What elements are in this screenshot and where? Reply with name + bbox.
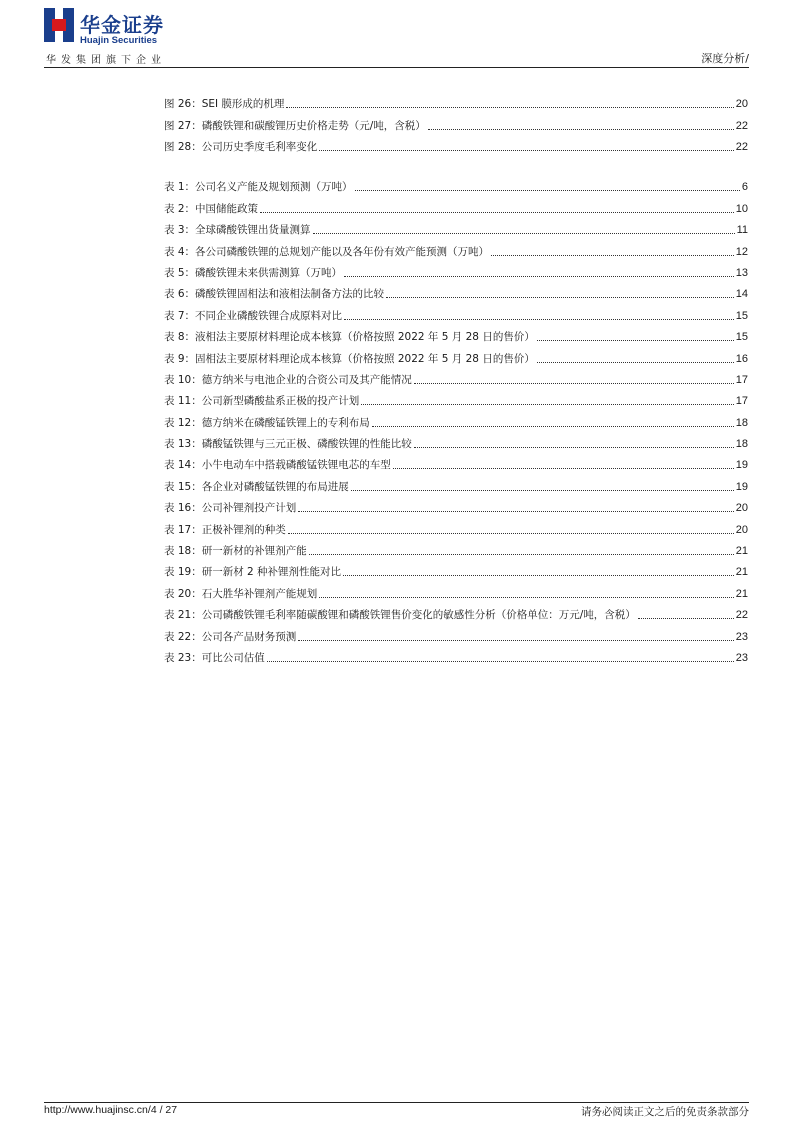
toc-entry-title: 公司历史季度毛利率变化 [201, 141, 318, 154]
toc-entry-label: 表 10： [164, 373, 202, 386]
toc-entry-label: 表 6： [164, 288, 196, 301]
toc-leader-dots [309, 554, 734, 555]
toc-entry-page: 20 [735, 523, 748, 536]
toc-leader-dots [393, 468, 734, 469]
toc-entry-page: 10 [735, 202, 748, 215]
toc-entry-page: 22 [735, 141, 748, 154]
footer-url[interactable]: http://www.huajinsc.cn/ [44, 1104, 151, 1116]
toc-entry-page: 13 [735, 266, 748, 279]
toc-entry-label: 表 7： [164, 309, 196, 322]
figure-toc-entry[interactable] [164, 111, 748, 132]
toc-leader-dots [537, 362, 734, 363]
figure-toc-entry[interactable] [164, 133, 748, 154]
toc-entry-title: 德方纳米在磷酸锰铁锂上的专利布局 [201, 416, 370, 429]
toc-leader-dots [313, 233, 735, 234]
table-toc-entry[interactable] [164, 323, 748, 344]
toc-leader-dots [372, 426, 734, 427]
toc-leader-dots [298, 640, 734, 641]
toc-entry-title: 各公司磷酸铁锂的总规划产能以及各年份有效产能预测（万吨） [195, 245, 490, 258]
toc-entry-title: 公司新型磷酸盐系正极的投产计划 [201, 395, 360, 408]
page-number: 4 [150, 1104, 157, 1116]
toc-entry-title: 磷酸铁锂固相法和液相法制备方法的比较 [195, 288, 385, 301]
toc-entry-label: 表 17： [164, 523, 202, 536]
toc-entry-title: 正极补锂剂的种类 [201, 523, 286, 536]
toc-entry-page: 17 [735, 373, 748, 386]
toc-entry-page: 12 [735, 245, 748, 258]
toc-entry-page: 14 [735, 288, 748, 301]
brand-tagline: 华发集团旗下企业 [46, 55, 166, 66]
table-toc-entry[interactable] [164, 558, 748, 579]
toc-leader-dots [286, 107, 733, 108]
toc-entry-label: 表 8： [164, 331, 196, 344]
toc-leader-dots [319, 597, 734, 598]
table-toc-entry[interactable] [164, 216, 748, 237]
toc-entry-label: 表 11： [164, 395, 202, 408]
toc-entry-title: SEI 膜形成的机理 [201, 98, 285, 111]
toc-leader-dots [260, 212, 734, 213]
toc-entry-label: 表 23： [164, 651, 202, 664]
toc-entry-label: 图 27： [164, 119, 202, 132]
toc-entry-label: 表 3： [164, 224, 196, 237]
table-toc-entry[interactable] [164, 259, 748, 280]
toc-leader-dots [428, 129, 734, 130]
toc-entry-page: 23 [735, 630, 748, 643]
header-divider [44, 67, 749, 68]
huajin-logo-icon [44, 8, 74, 42]
table-toc-entry[interactable] [164, 173, 748, 194]
toc-entry-label: 表 5： [164, 266, 196, 279]
toc-entry-title: 研一新材 2 种补锂剂性能对比 [201, 566, 342, 579]
table-toc-entry[interactable] [164, 194, 748, 215]
toc-entry-page: 22 [735, 609, 748, 622]
brand-logo [44, 8, 184, 48]
toc-leader-dots [344, 319, 734, 320]
toc-entry-label: 表 20： [164, 587, 202, 600]
toc-entry-title: 公司磷酸铁锂毛利率随碳酸锂和磷酸铁锂售价变化的敏感性分析（价格单位：万元/吨，含税） [201, 609, 636, 622]
toc-entry-label: 表 13： [164, 438, 202, 451]
table-toc-entry[interactable] [164, 622, 748, 643]
toc-entry-label: 表 15： [164, 480, 202, 493]
toc-leader-dots [361, 404, 734, 405]
toc-entry-label: 表 12： [164, 416, 202, 429]
table-toc-entry[interactable] [164, 408, 748, 429]
toc-entry-title: 固相法主要原材料理论成本核算（价格按照 2022 年 5 月 28 日的售价） [195, 352, 535, 365]
toc-entry-label: 表 19： [164, 566, 202, 579]
brand-name-en: Huajin Securities [80, 35, 158, 46]
toc-entry-title: 研一新材的补锂剂产能 [201, 545, 307, 558]
table-index [164, 173, 748, 665]
toc-entry-title: 各企业对磷酸锰铁锂的布局进展 [201, 480, 349, 493]
toc-entry-page: 11 [736, 224, 748, 237]
table-toc-entry[interactable] [164, 237, 748, 258]
table-toc-entry[interactable] [164, 280, 748, 301]
toc-entry-page: 19 [735, 459, 748, 472]
toc-leader-dots [355, 190, 740, 191]
toc-entry-label: 图 26： [164, 98, 202, 111]
toc-entry-page: 21 [735, 566, 748, 579]
table-toc-entry[interactable] [164, 301, 748, 322]
toc-entry-title: 公司名义产能及规划预测（万吨） [195, 181, 353, 194]
table-toc-entry[interactable] [164, 451, 748, 472]
table-toc-entry[interactable] [164, 472, 748, 493]
table-toc-entry[interactable] [164, 344, 748, 365]
toc-leader-dots [386, 297, 734, 298]
toc-leader-dots [537, 340, 734, 341]
toc-entry-label: 表 4： [164, 245, 196, 258]
toc-leader-dots [491, 255, 734, 256]
toc-entry-page: 20 [735, 502, 748, 515]
toc-leader-dots [414, 383, 734, 384]
toc-entry-page: 19 [735, 480, 748, 493]
figure-index [164, 90, 748, 154]
toc-entry-page: 15 [735, 309, 748, 322]
document-type: 深度分析/ [701, 52, 749, 65]
toc-entry-label: 表 21： [164, 609, 202, 622]
toc-entry-page: 20 [735, 98, 748, 111]
toc-entry-page: 17 [735, 395, 748, 408]
toc-entry-title: 可比公司估值 [201, 651, 265, 664]
table-toc-entry[interactable] [164, 494, 748, 515]
table-toc-entry[interactable] [164, 644, 748, 665]
table-toc-entry[interactable] [164, 601, 748, 622]
toc-entry-label: 表 22： [164, 630, 202, 643]
toc-entry-title: 中国储能政策 [195, 202, 259, 215]
toc-entry-title: 磷酸锰铁锂与三元正极、磷酸铁锂的性能比较 [201, 438, 412, 451]
toc-entry-label: 表 2： [164, 202, 196, 215]
footer-disclaimer: 请务必阅读正文之后的免责条款部分 [581, 1106, 749, 1118]
toc-entry-label: 表 9： [164, 352, 196, 365]
toc-entry-label: 表 14： [164, 459, 202, 472]
toc-leader-dots [344, 276, 734, 277]
toc-entry-page: 6 [741, 181, 748, 194]
toc-entry-page: 18 [735, 416, 748, 429]
toc-entry-label: 图 28： [164, 141, 202, 154]
toc-entry-page: 21 [735, 545, 748, 558]
toc-entry-page: 22 [735, 119, 748, 132]
toc-entry-page: 18 [735, 438, 748, 451]
toc-leader-dots [288, 533, 734, 534]
table-toc-entry[interactable] [164, 387, 748, 408]
table-toc-entry[interactable] [164, 537, 748, 558]
footer-page-info [44, 1104, 177, 1116]
toc-entry-label: 表 1： [164, 181, 196, 194]
page-total: / 27 [159, 1104, 178, 1116]
toc-entry-title: 小牛电动车中搭载磷酸锰铁锂电芯的车型 [201, 459, 391, 472]
toc-entry-title: 公司补锂剂投产计划 [201, 502, 297, 515]
toc-entry-title: 全球磷酸铁锂出货量测算 [195, 224, 311, 237]
toc-entry-page: 16 [735, 352, 748, 365]
toc-entry-title: 液相法主要原材料理论成本核算（价格按照 2022 年 5 月 28 日的售价） [195, 331, 535, 344]
toc-entry-page: 21 [735, 587, 748, 600]
figure-toc-entry[interactable] [164, 90, 748, 111]
toc-leader-dots [351, 490, 734, 491]
toc-leader-dots [414, 447, 734, 448]
toc-entry-title: 不同企业磷酸铁锂合成原料对比 [195, 309, 343, 322]
toc-entry-label: 表 16： [164, 502, 202, 515]
table-toc-entry[interactable] [164, 430, 748, 451]
toc-leader-dots [343, 575, 734, 576]
table-toc-entry[interactable] [164, 366, 748, 387]
toc-leader-dots [638, 618, 734, 619]
table-toc-entry[interactable] [164, 579, 748, 600]
toc-entry-title: 德方纳米与电池企业的合资公司及其产能情况 [201, 373, 412, 386]
brand-name-cn: 华金证券 [80, 13, 164, 37]
toc-entry-page: 15 [735, 331, 748, 344]
footer-divider [44, 1102, 749, 1103]
toc-entry-title: 石大胜华补锂剂产能规划 [201, 587, 318, 600]
toc-entry-page: 23 [735, 651, 748, 664]
toc-entry-title: 公司各产品财务预测 [201, 630, 297, 643]
toc-entry-title: 磷酸铁锂和碳酸锂历史价格走势（元/吨，含税） [201, 119, 426, 132]
table-toc-entry[interactable] [164, 515, 748, 536]
toc-entry-title: 磷酸铁锂未来供需测算（万吨） [195, 266, 343, 279]
toc-leader-dots [267, 661, 734, 662]
toc-entry-label: 表 18： [164, 545, 202, 558]
toc-leader-dots [319, 150, 734, 151]
toc-leader-dots [298, 511, 734, 512]
